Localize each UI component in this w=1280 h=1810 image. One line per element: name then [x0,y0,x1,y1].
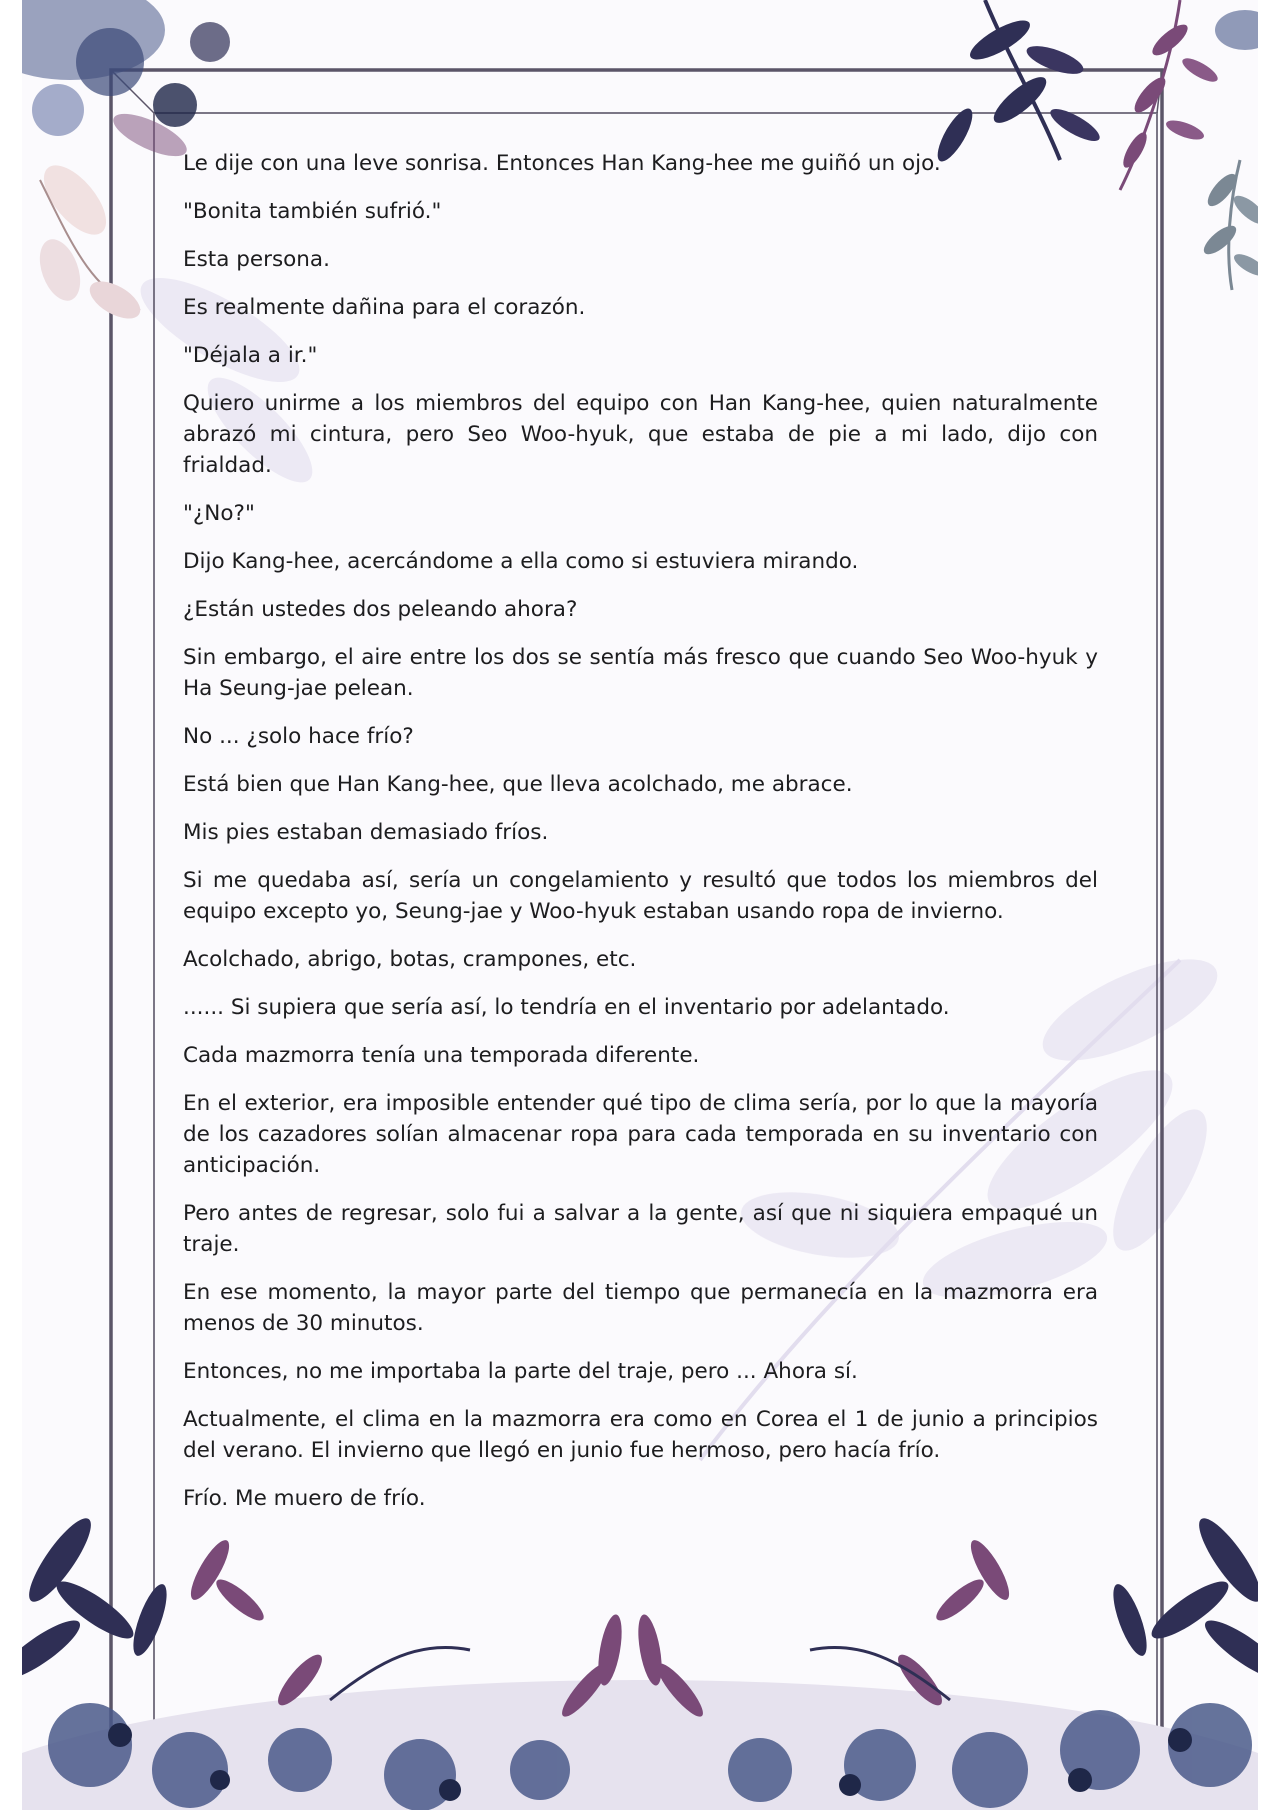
paragraph: Si me quedaba así, sería un congelamiento y resultó que todos los miembros del equipo excepto yo, Seung-jae y Woo-hyuk estaban usando ropa de invierno. [183,868,1098,924]
left-margin [0,0,22,1810]
bottom-flowers [0,1511,1280,1810]
paragraph: Sin embargo, el aire entre los dos se sentía más fresco que cuando Seo Woo-hyuk y Ha Seung-jae pelean. [183,645,1098,701]
paragraph: Dijo Kang-hee, acercándome a ella como si estuviera mirando. [183,549,859,574]
paragraph: Frío. Me muero de frío. [183,1486,426,1511]
paragraph: Está bien que Han Kang-hee, que lleva acolchado, me abrace. [183,772,853,797]
paragraph: ¿Están ustedes dos peleando ahora? [183,597,578,622]
paragraph: No ... ¿solo hace frío? [183,724,414,749]
paragraph: En ese momento, la mayor parte del tiempo que permanecía en la mazmorra era menos de 30 minutos. [183,1280,1098,1336]
paragraph: Actualmente, el clima en la mazmorra era como en Corea el 1 de junio a principios del verano. El invierno que llegó en junio fue hermoso, pero hacía frío. [183,1407,1098,1463]
paragraph: Es realmente dañina para el corazón. [183,295,586,320]
paragraph: "¿No?" [183,501,255,526]
paragraph: "Déjala a ir." [183,343,318,368]
paragraph: ...... Si supiera que sería así, lo tendría en el inventario por adelantado. [183,995,950,1020]
paragraph: Pero antes de regresar, solo fui a salvar a la gente, así que ni siquiera empaqué un traje. [183,1201,1098,1257]
body-text [183,148,1098,1531]
paragraph: Acolchado, abrigo, botas, crampones, etc. [183,947,637,972]
paragraph: En el exterior, era imposible entender qué tipo de clima sería, por lo que la mayoría de los cazadores solían almacenar ropa para cada temporada en su inventario con anticipación. [183,1091,1098,1178]
paragraph: Quiero unirme a los miembros del equipo con Han Kang-hee, quien naturalmente abrazó mi cintura, pero Seo Woo-hyuk, que estaba de pie a mi lado, dijo con frialdad. [183,391,1098,478]
right-margin [1258,0,1280,1810]
paragraph: Le dije con una leve sonrisa. Entonces Han Kang-hee me guiñó un ojo. [183,151,941,176]
paragraph: Mis pies estaban demasiado fríos. [183,820,549,845]
paragraph: Cada mazmorra tenía una temporada diferente. [183,1043,700,1068]
paragraph: Esta persona. [183,247,330,272]
paragraph: "Bonita también sufrió." [183,199,442,224]
paragraph: Entonces, no me importaba la parte del traje, pero ... Ahora sí. [183,1359,858,1384]
